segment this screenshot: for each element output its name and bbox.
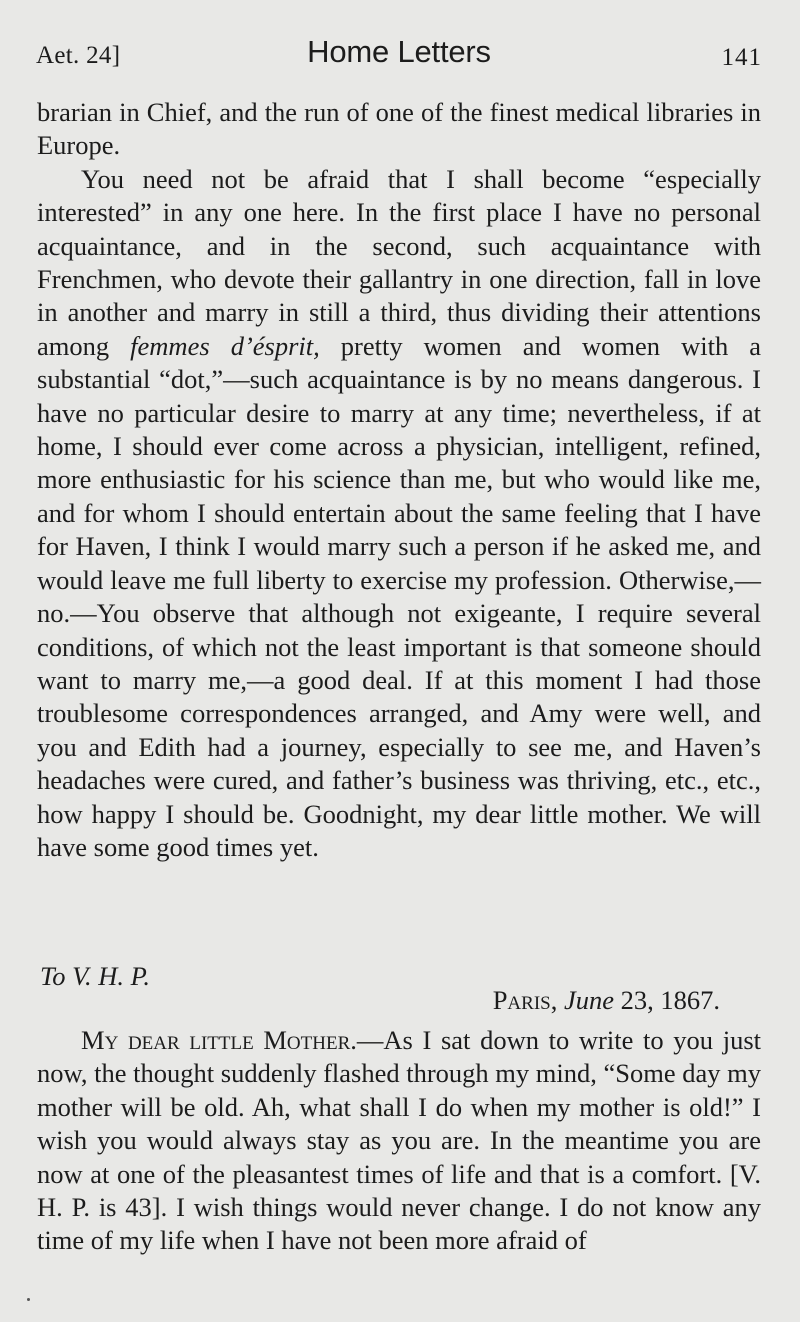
paragraph-1: [37, 163, 761, 865]
paragraph-2-text: —As I sat down to write to you just now, the thought suddenly flashed through my mind, “Some day my mother will be old. Ah, what shall I do when my mother is old!” I wish you would always stay as you are. In the meantime you are now at one of the pleasantest times of life and that is a comfort. [V. H. P. is 43]. I wish things would never change. I do not know any time of my life when I have not been more afraid of: [37, 1025, 762, 1256]
running-head: [36, 30, 762, 74]
paragraph-1-italic-phrase: femmes d’ésprit,: [130, 330, 320, 361]
letter-dateline: [493, 985, 720, 1016]
page-number: 141: [721, 44, 762, 71]
dateline-place: Paris,: [492, 985, 558, 1015]
continued-paragraph: brarian in Chief, and the run of one of the finest medical libraries in Europe.: [37, 97, 761, 161]
dateline-month: June: [563, 985, 614, 1015]
letter-heading: To V. H. P.: [40, 961, 150, 991]
paper-speck: [27, 1298, 30, 1301]
paragraph-2: [37, 1024, 761, 1258]
paragraph-1-text-a: You need not be afraid that I shall become “especially interested” in any one here. In the first place I have no personal acquaintance, and in the second, such acquaintance with Frenchmen, who devote their gallantry in one direction, fall in love in another and marry in still a third, thus dividing their attentions among: [37, 163, 761, 361]
letter-salutation: My dear little Mother.: [81, 1025, 357, 1055]
running-head-title: Home Letters: [307, 34, 491, 69]
body-text-block-1: [37, 96, 761, 864]
running-head-left: Aet. 24]: [36, 42, 121, 69]
dateline-date: 23, 1867.: [614, 985, 720, 1015]
body-text-block-2: [37, 1024, 761, 1258]
paragraph-1-text-b: pretty women and women with a substantial “dot,”—such acquaintance is by no means dangerous. I have no particular desire to marry at any time; nevertheless, if at home, I should ever come across a physician, intelligent, refined, more enthusiastic for his science than me, but who would like me, and for whom I should entertain about the same feeling that I have for Haven, I think I would marry such a person if he asked me, and would leave me full liberty to exercise my profession. Otherwise,—no.—You observe that although not exigeante, I require several conditions, of which not the least important is that someone should want to marry me,—a good deal. If at this moment I had those troublesome correspondences arranged, and Amy were well, and you and Edith had a journey, especially to see me, and Haven’s headaches were cured, and father’s business was thriving, etc., etc., how happy I should be. Goodnight, my dear little mother. We will have some good times yet.: [37, 330, 761, 862]
